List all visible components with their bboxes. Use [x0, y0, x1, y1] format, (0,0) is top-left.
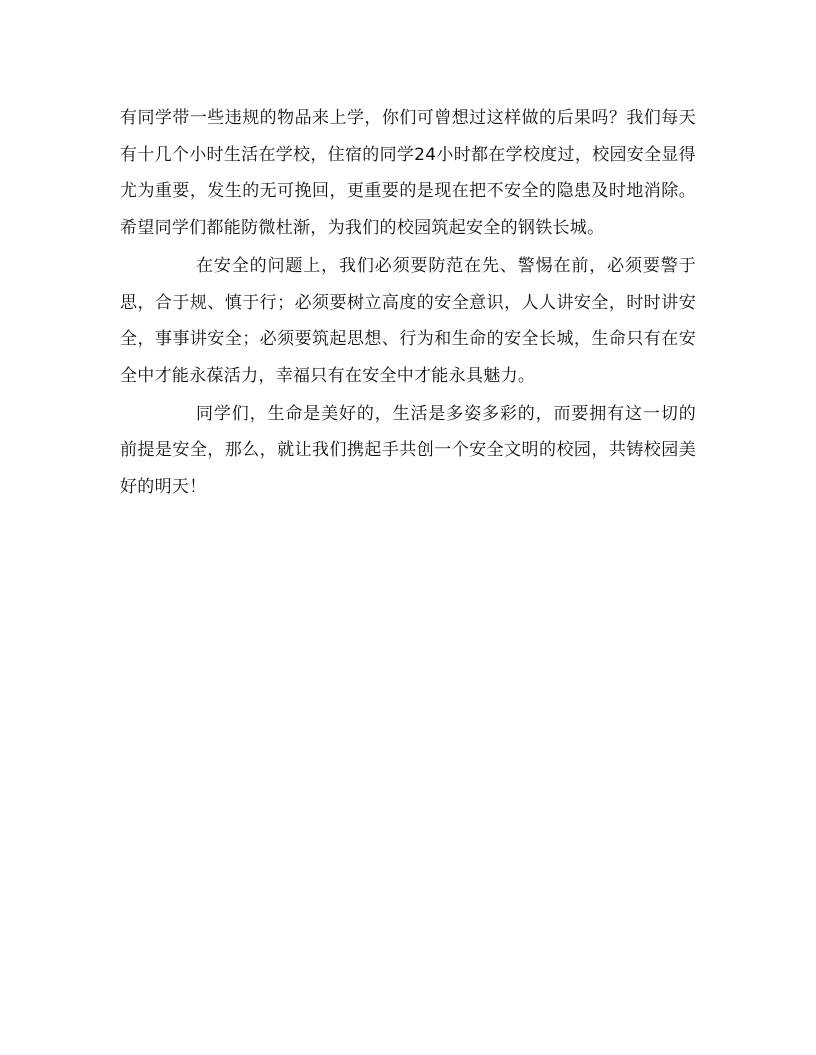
paragraph-3: 同学们，生命是美好的，生活是多姿多彩的，而要拥有这一切的前提是安全，那么，就让我们携起手共创一个安全文明的校园，共铸校园美好的明天！: [120, 403, 696, 498]
document-body: [120, 100, 696, 506]
paragraph-2: 在安全的问题上，我们必须要防范在先、警惕在前，必须要警于思，合于规、慎于行；必须要树立高度的安全意识，人人讲安全，时时讲安全，事事讲安全；必须要筑起思想、行为和生命的安全长城，生命只有在安全中才能永葆活力，幸福只有在安全中才能永具魅力。: [120, 255, 696, 386]
paragraph-1: 有同学带一些违规的物品来上学，你们可曾想过这样做的后果吗？我们每天有十几个小时生活在学校，住宿的同学24小时都在学校度过，校园安全显得尤为重要，发生的无可挽回，更重要的是现在把不安全的隐患及时地消除。希望同学们都能防微杜渐，为我们的校园筑起安全的钢铁长城。: [120, 108, 696, 239]
